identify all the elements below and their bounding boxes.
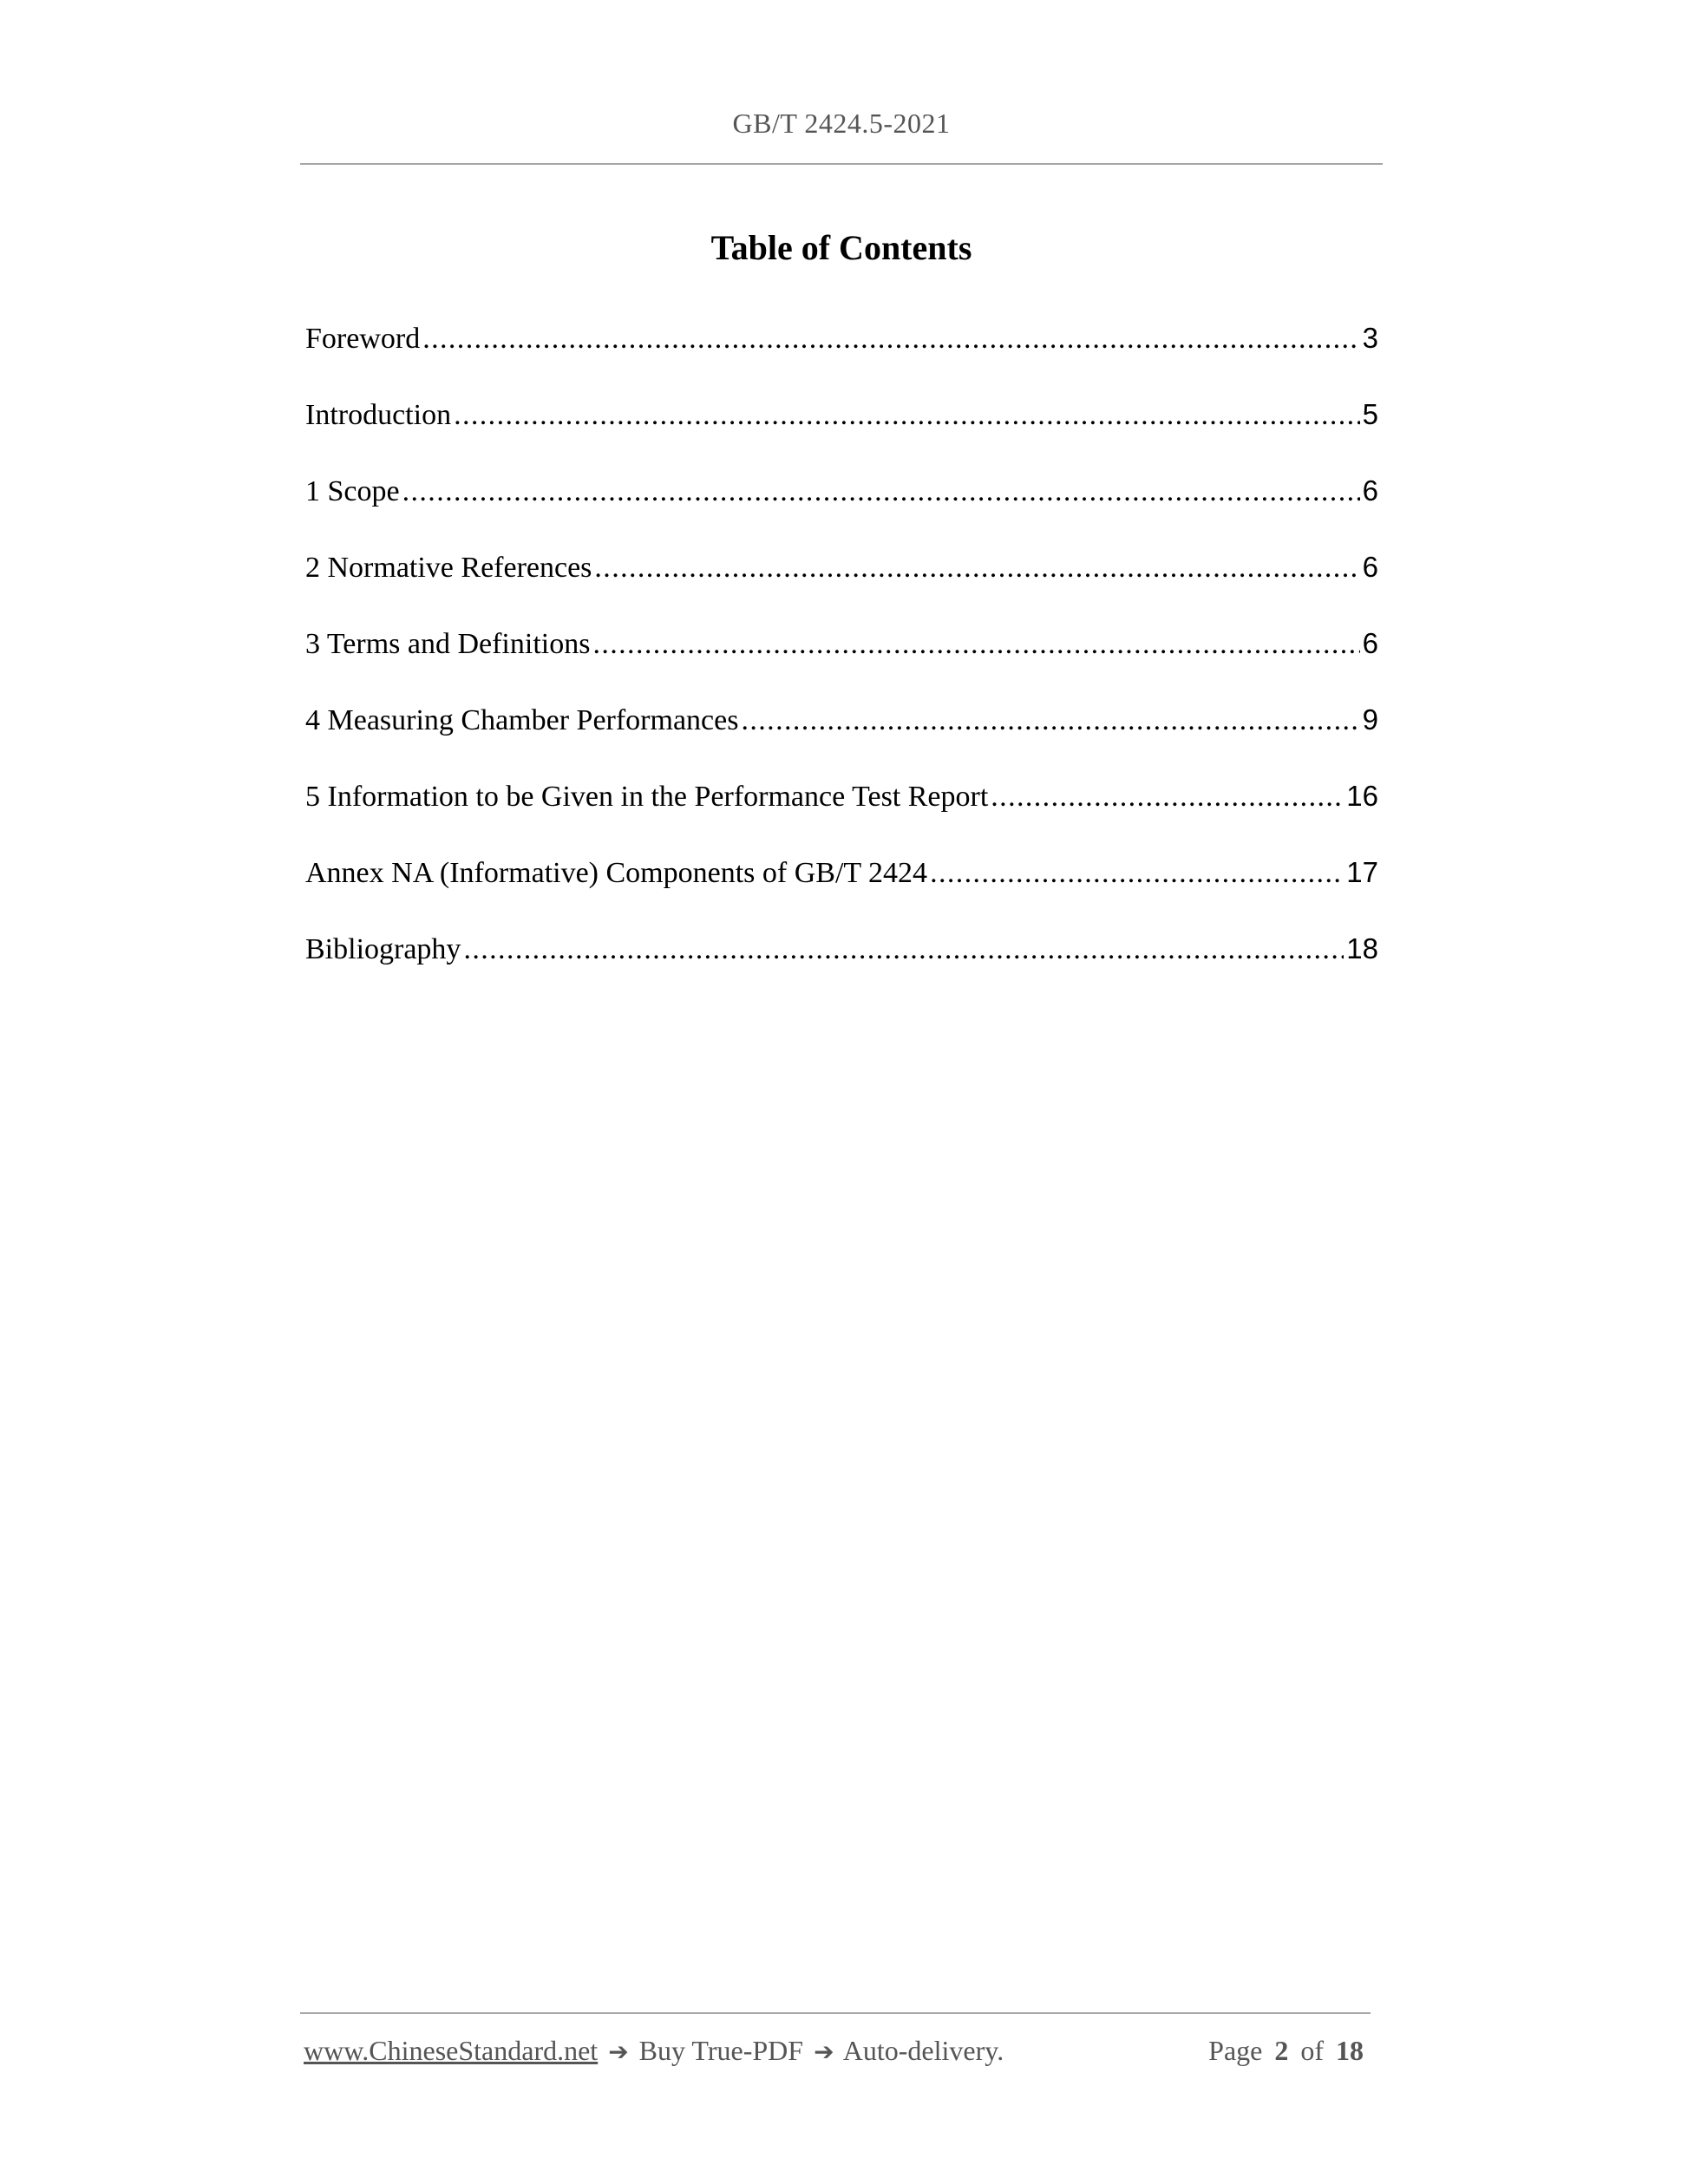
arrow-right-icon: ➔	[814, 2037, 834, 2066]
toc-entry-label: 5 Information to be Given in the Performance Test Report	[305, 781, 989, 813]
toc-dot-leader	[463, 925, 1344, 974]
toc-entry-label: Foreword	[305, 323, 421, 355]
toc-title: Table of Contents	[710, 228, 972, 267]
toc-entry-bibliography[interactable]	[305, 925, 1378, 1001]
toc-entry-introduction[interactable]	[305, 390, 1378, 467]
total-pages-number: 18	[1336, 2035, 1364, 2066]
toc-entry-label: Bibliography	[305, 933, 461, 965]
toc-entry-page: 9	[1362, 703, 1378, 736]
toc-entry-scope[interactable]	[305, 467, 1378, 543]
of-word: of	[1300, 2035, 1324, 2066]
page-header	[300, 108, 1383, 140]
page-word: Page	[1208, 2035, 1263, 2066]
toc-dot-leader	[930, 849, 1344, 898]
toc-entry-terms-and-definitions[interactable]	[305, 619, 1378, 696]
toc-entry-page: 6	[1362, 627, 1378, 659]
footer-promo	[304, 2035, 1004, 2067]
toc-dot-leader	[422, 315, 1359, 363]
toc-entry-page: 18	[1346, 932, 1378, 964]
toc-dot-leader	[454, 391, 1360, 440]
toc-dot-leader	[594, 544, 1359, 592]
toc-entry-page: 17	[1346, 856, 1378, 888]
toc-dot-leader	[741, 696, 1359, 745]
toc-entry-page: 6	[1362, 474, 1378, 507]
toc-entry-label: Annex NA (Informative) Components of GB/T 2424	[305, 857, 928, 889]
toc-entry-page: 6	[1362, 551, 1378, 583]
current-page-number: 2	[1274, 2035, 1289, 2066]
toc-entry-measuring-chamber-performances[interactable]	[305, 696, 1378, 772]
page-footer	[304, 2035, 1369, 2067]
buy-text: Buy True-PDF	[638, 2035, 804, 2066]
page-number	[1208, 2035, 1369, 2067]
standard-code: GB/T 2424.5-2021	[732, 108, 951, 139]
toc-entry-label: 1 Scope	[305, 475, 400, 507]
delivery-text: Auto-delivery.	[842, 2035, 1004, 2066]
toc-entry-label: 2 Normative References	[305, 552, 592, 584]
footer-divider	[300, 2012, 1371, 2014]
toc-entry-page: 5	[1362, 398, 1378, 430]
toc-dot-leader	[402, 468, 1360, 516]
toc-entry-annex-na[interactable]	[305, 848, 1378, 925]
arrow-right-icon: ➔	[608, 2037, 629, 2066]
toc-entry-performance-test-report[interactable]	[305, 772, 1378, 848]
toc-dot-leader	[991, 773, 1344, 821]
toc-entry-label: 3 Terms and Definitions	[305, 628, 591, 660]
toc-dot-leader	[592, 620, 1359, 669]
toc-entry-label: Introduction	[305, 399, 452, 431]
toc-entry-page: 3	[1362, 322, 1378, 354]
toc-entry-page: 16	[1346, 780, 1378, 812]
toc-entry-label: 4 Measuring Chamber Performances	[305, 704, 739, 736]
toc-list	[305, 314, 1378, 1001]
header-divider	[300, 163, 1383, 165]
site-link[interactable]: www.ChineseStandard.net	[304, 2035, 599, 2066]
toc-entry-foreword[interactable]	[305, 314, 1378, 390]
toc-entry-normative-references[interactable]	[305, 543, 1378, 619]
